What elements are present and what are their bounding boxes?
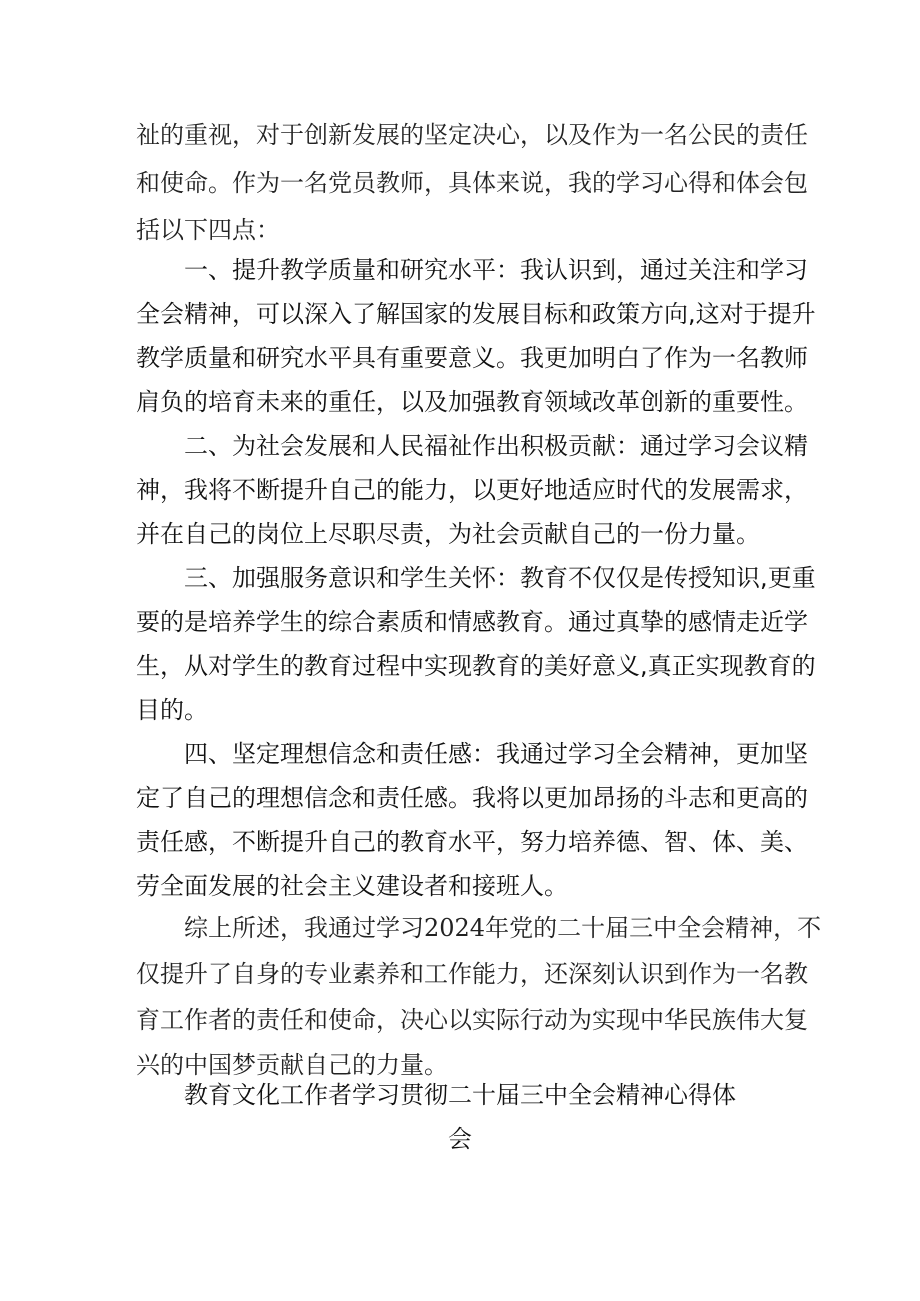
point-line: 定了自己的理想信念和责任感。我将以更加昂扬的斗志和更高的: [136, 784, 808, 812]
conclusion-line: 综上所述，我通过学习2024年党的二十届三中全会精神，不: [136, 914, 822, 942]
point-line: 劳全面发展的社会主义建设者和接班人。: [136, 872, 568, 900]
point-line: 生，从对学生的教育过程中实现教育的美好意义,真正实现教育的: [136, 652, 816, 680]
intro-line: 祉的重视，对于创新发展的坚定决心，以及作为一名公民的责任: [136, 121, 808, 149]
conclusion-line: 育工作者的责任和使命，决心以实际行动为实现中华民族伟大复: [136, 1006, 808, 1034]
point-line: 神，我将不断提升自己的能力，以更好地适应时代的发展需求，: [136, 476, 808, 504]
point-line: 要的是培养学生的综合素质和情感教育。通过真挚的感情走近学: [136, 608, 808, 636]
point-line: 目的。: [136, 696, 208, 724]
point-line: 责任感，不断提升自己的教育水平，努力培养德、智、体、美、: [136, 828, 808, 856]
point-line: 肩负的培育未来的重任，以及加强教育领域改革创新的重要性。: [136, 388, 808, 416]
conclusion-line: 仅提升了自身的专业素养和工作能力，还深刻认识到作为一名教: [136, 960, 808, 988]
intro-line: 括以下四点：: [136, 216, 280, 244]
point-line: 并在自己的岗位上尽职尽责，为社会贡献自己的一份力量。: [136, 520, 760, 548]
conclusion-line: 兴的中国梦贡献自己的力量。: [136, 1051, 448, 1079]
point-line: 一、提升教学质量和研究水平：我认识到，通过关注和学习: [136, 256, 808, 284]
intro-line: 和使命。作为一名党员教师，具体来说，我的学习心得和体会包: [136, 169, 808, 197]
point-line: 教学质量和研究水平具有重要意义。我更加明白了作为一名教师: [136, 344, 808, 372]
point-line: 二、为社会发展和人民福祉作出积极贡献：通过学习会议精: [136, 432, 808, 460]
section-title-continued: 会: [448, 1125, 472, 1153]
point-line: 三、加强服务意识和学生关怀：教育不仅仅是传授知识,更重: [136, 564, 816, 592]
point-line: 全会精神，可以深入了解国家的发展目标和政策方向,这对于提升: [136, 300, 816, 328]
section-title: 教育文化工作者学习贯彻二十届三中全会精神心得体: [184, 1081, 736, 1109]
point-line: 四、坚定理想信念和责任感：我通过学习全会精神，更加坚: [136, 740, 808, 768]
